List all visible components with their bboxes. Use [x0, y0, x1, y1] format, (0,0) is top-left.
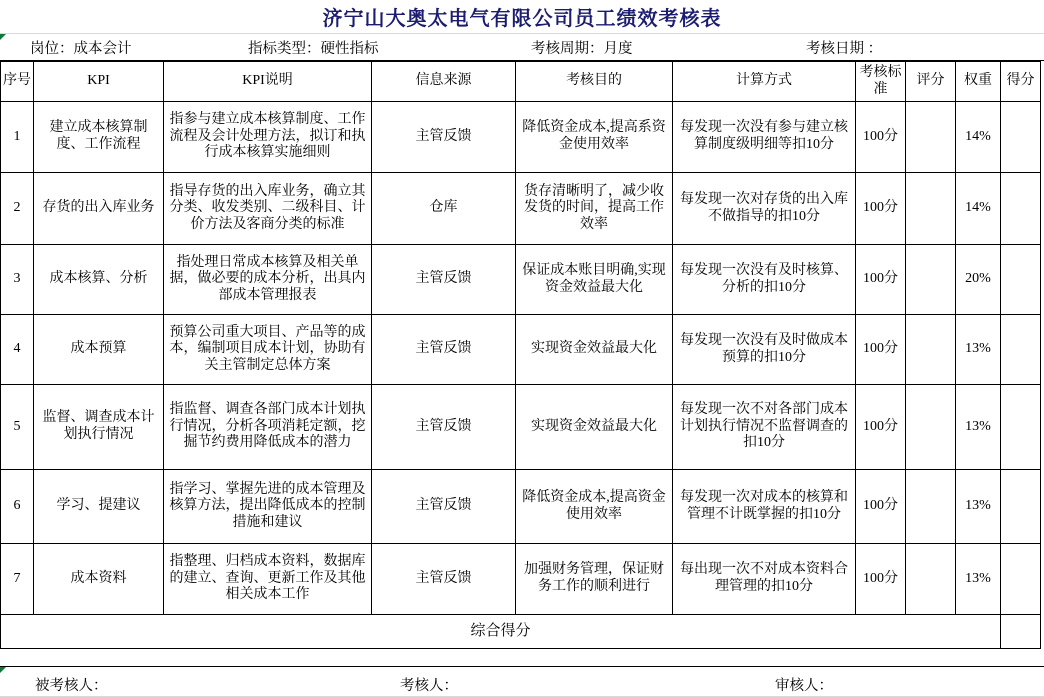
col-header-standard: 考核标准 [856, 62, 906, 102]
cell-weight: 13% [956, 544, 1001, 615]
cell-standard: 100分 [856, 315, 906, 385]
header-row [1, 62, 1041, 102]
comment-marker-icon [0, 34, 6, 40]
cell-no: 1 [1, 102, 34, 173]
signature-strip [0, 666, 1044, 697]
meta-date: 考核日期 ： [806, 41, 883, 57]
table-row [1, 315, 1041, 385]
comment-marker-icon [0, 667, 6, 673]
meta-cycle: 考核周期：月度 [531, 41, 633, 57]
cell-kpi: 监督、调查成本计划执行情况 [34, 385, 164, 470]
cell-kpi: 学习、提建议 [34, 470, 164, 544]
table-row [1, 544, 1041, 615]
page-title: 济宁山大奥太电气有限公司员工绩效考核表 [322, 8, 722, 30]
cell-standard: 100分 [856, 245, 906, 315]
cell-source: 主管反馈 [372, 385, 516, 470]
cell-no: 4 [1, 315, 34, 385]
table-row [1, 245, 1041, 315]
cell-final[interactable] [1001, 245, 1041, 315]
cell-score[interactable] [906, 102, 956, 173]
cell-kpi: 存货的出入库业务 [34, 173, 164, 245]
cell-kpi-desc: 指学习、掌握先进的成本管理及核算方法，提出降低成本的控制措施和建议 [164, 470, 372, 544]
cell-standard: 100分 [856, 385, 906, 470]
table-row [1, 102, 1041, 173]
cell-final[interactable] [1001, 544, 1041, 615]
cell-kpi-desc: 指监督、调查各部门成本计划执行情况，分析各项消耗定额，挖掘节约费用降低成本的潜力 [164, 385, 372, 470]
cell-purpose: 实现资金效益最大化 [516, 385, 673, 470]
cell-purpose: 降低资金成本,提高资金使用效率 [516, 470, 673, 544]
col-header-no: 序号 [1, 62, 34, 102]
cell-no: 5 [1, 385, 34, 470]
cell-source: 主管反馈 [372, 544, 516, 615]
cell-purpose: 实现资金效益最大化 [516, 315, 673, 385]
cell-weight: 13% [956, 385, 1001, 470]
cell-standard: 100分 [856, 544, 906, 615]
cell-no: 6 [1, 470, 34, 544]
cell-source: 主管反馈 [372, 315, 516, 385]
cell-purpose: 降低资金成本,提高系资金使用效率 [516, 102, 673, 173]
col-header-weight: 权重 [956, 62, 1001, 102]
cell-no: 2 [1, 173, 34, 245]
cell-final[interactable] [1001, 470, 1041, 544]
cell-kpi-desc: 指整理、归档成本资料，数据库的建立、查询、更新工作及其他相关成本工作 [164, 544, 372, 615]
cell-calc: 每发现一次对存货的出入库不做指导的扣10分 [673, 173, 856, 245]
cell-source: 主管反馈 [372, 245, 516, 315]
cell-source: 主管反馈 [372, 470, 516, 544]
cell-standard: 100分 [856, 470, 906, 544]
cell-final[interactable] [1001, 102, 1041, 173]
col-header-source: 信息来源 [372, 62, 516, 102]
total-row-label: 综合得分 [1, 615, 1001, 649]
cell-kpi-desc: 指参与建立成本核算制度、工作流程及会计处理方法，拟订和执行成本核算实施细则 [164, 102, 372, 173]
cell-purpose: 保证成本账目明确,实现资金效益最大化 [516, 245, 673, 315]
cell-kpi-desc: 预算公司重大项目、产品等的成本，编制项目成本计划，协助有关主管制定总体方案 [164, 315, 372, 385]
signature-reviewer: 审核人： [775, 678, 833, 694]
cell-calc: 每发现一次对成本的核算和管理不计既掌握的扣10分 [673, 470, 856, 544]
cell-source: 仓库 [372, 173, 516, 245]
cell-score[interactable] [906, 173, 956, 245]
col-header-score: 评分 [906, 62, 956, 102]
table-row [1, 385, 1041, 470]
cell-final[interactable] [1001, 173, 1041, 245]
cell-score[interactable] [906, 385, 956, 470]
cell-calc: 每发现一次没有及时核算、分析的扣10分 [673, 245, 856, 315]
cell-calc: 每发现一次没有及时做成本预算的扣10分 [673, 315, 856, 385]
performance-table [0, 61, 1041, 649]
cell-weight: 13% [956, 470, 1001, 544]
cell-final[interactable] [1001, 385, 1041, 470]
cell-weight: 13% [956, 315, 1001, 385]
cell-kpi-desc: 指导存货的出入库业务，确立其分类、收发类别、二级科目、计价方法及客商分类的标准 [164, 173, 372, 245]
signature-appraiser: 考核人： [400, 678, 458, 694]
cell-calc: 每发现一次不对各部门成本计划执行情况不监督调查的扣10分 [673, 385, 856, 470]
cell-weight: 14% [956, 173, 1001, 245]
cell-no: 3 [1, 245, 34, 315]
cell-weight: 14% [956, 102, 1001, 173]
table-body [1, 102, 1041, 649]
col-header-kpi-desc: KPI说明 [164, 62, 372, 102]
cell-kpi: 成本核算、分析 [34, 245, 164, 315]
signature-appraisee: 被考核人： [35, 678, 108, 694]
cell-score[interactable] [906, 315, 956, 385]
col-header-final: 得分 [1001, 62, 1041, 102]
col-header-purpose: 考核目的 [516, 62, 673, 102]
cell-weight: 20% [956, 245, 1001, 315]
meta-indicator-type: 指标类型：硬性指标 [248, 41, 379, 57]
cell-standard: 100分 [856, 173, 906, 245]
cell-calc: 每出现一次不对成本资料合理管理的扣10分 [673, 544, 856, 615]
cell-kpi: 成本资料 [34, 544, 164, 615]
total-row-value[interactable] [1001, 615, 1041, 649]
cell-kpi-desc: 指处理日常成本核算及相关单据，做必要的成本分析，出具内部成本管理报表 [164, 245, 372, 315]
table-row [1, 470, 1041, 544]
cell-no: 7 [1, 544, 34, 615]
cell-source: 主管反馈 [372, 102, 516, 173]
cell-purpose: 货存清晰明了，减少收发货的时间，提高工作效率 [516, 173, 673, 245]
cell-calc: 每发现一次没有参与建立核算制度级明细等扣10分 [673, 102, 856, 173]
cell-final[interactable] [1001, 315, 1041, 385]
meta-position: 岗位：成本会计 [30, 41, 132, 57]
cell-score[interactable] [906, 544, 956, 615]
col-header-kpi: KPI [34, 62, 164, 102]
table-header [1, 62, 1041, 102]
cell-kpi: 成本预算 [34, 315, 164, 385]
cell-standard: 100分 [856, 102, 906, 173]
cell-purpose: 加强财务管理，保证财务工作的顺利进行 [516, 544, 673, 615]
title-bar [0, 0, 1044, 34]
cell-score[interactable] [906, 245, 956, 315]
meta-info-strip [0, 34, 1044, 61]
table-row [1, 173, 1041, 245]
total-row [1, 615, 1041, 649]
col-header-calc: 计算方式 [673, 62, 856, 102]
cell-kpi: 建立成本核算制度、工作流程 [34, 102, 164, 173]
cell-score[interactable] [906, 470, 956, 544]
